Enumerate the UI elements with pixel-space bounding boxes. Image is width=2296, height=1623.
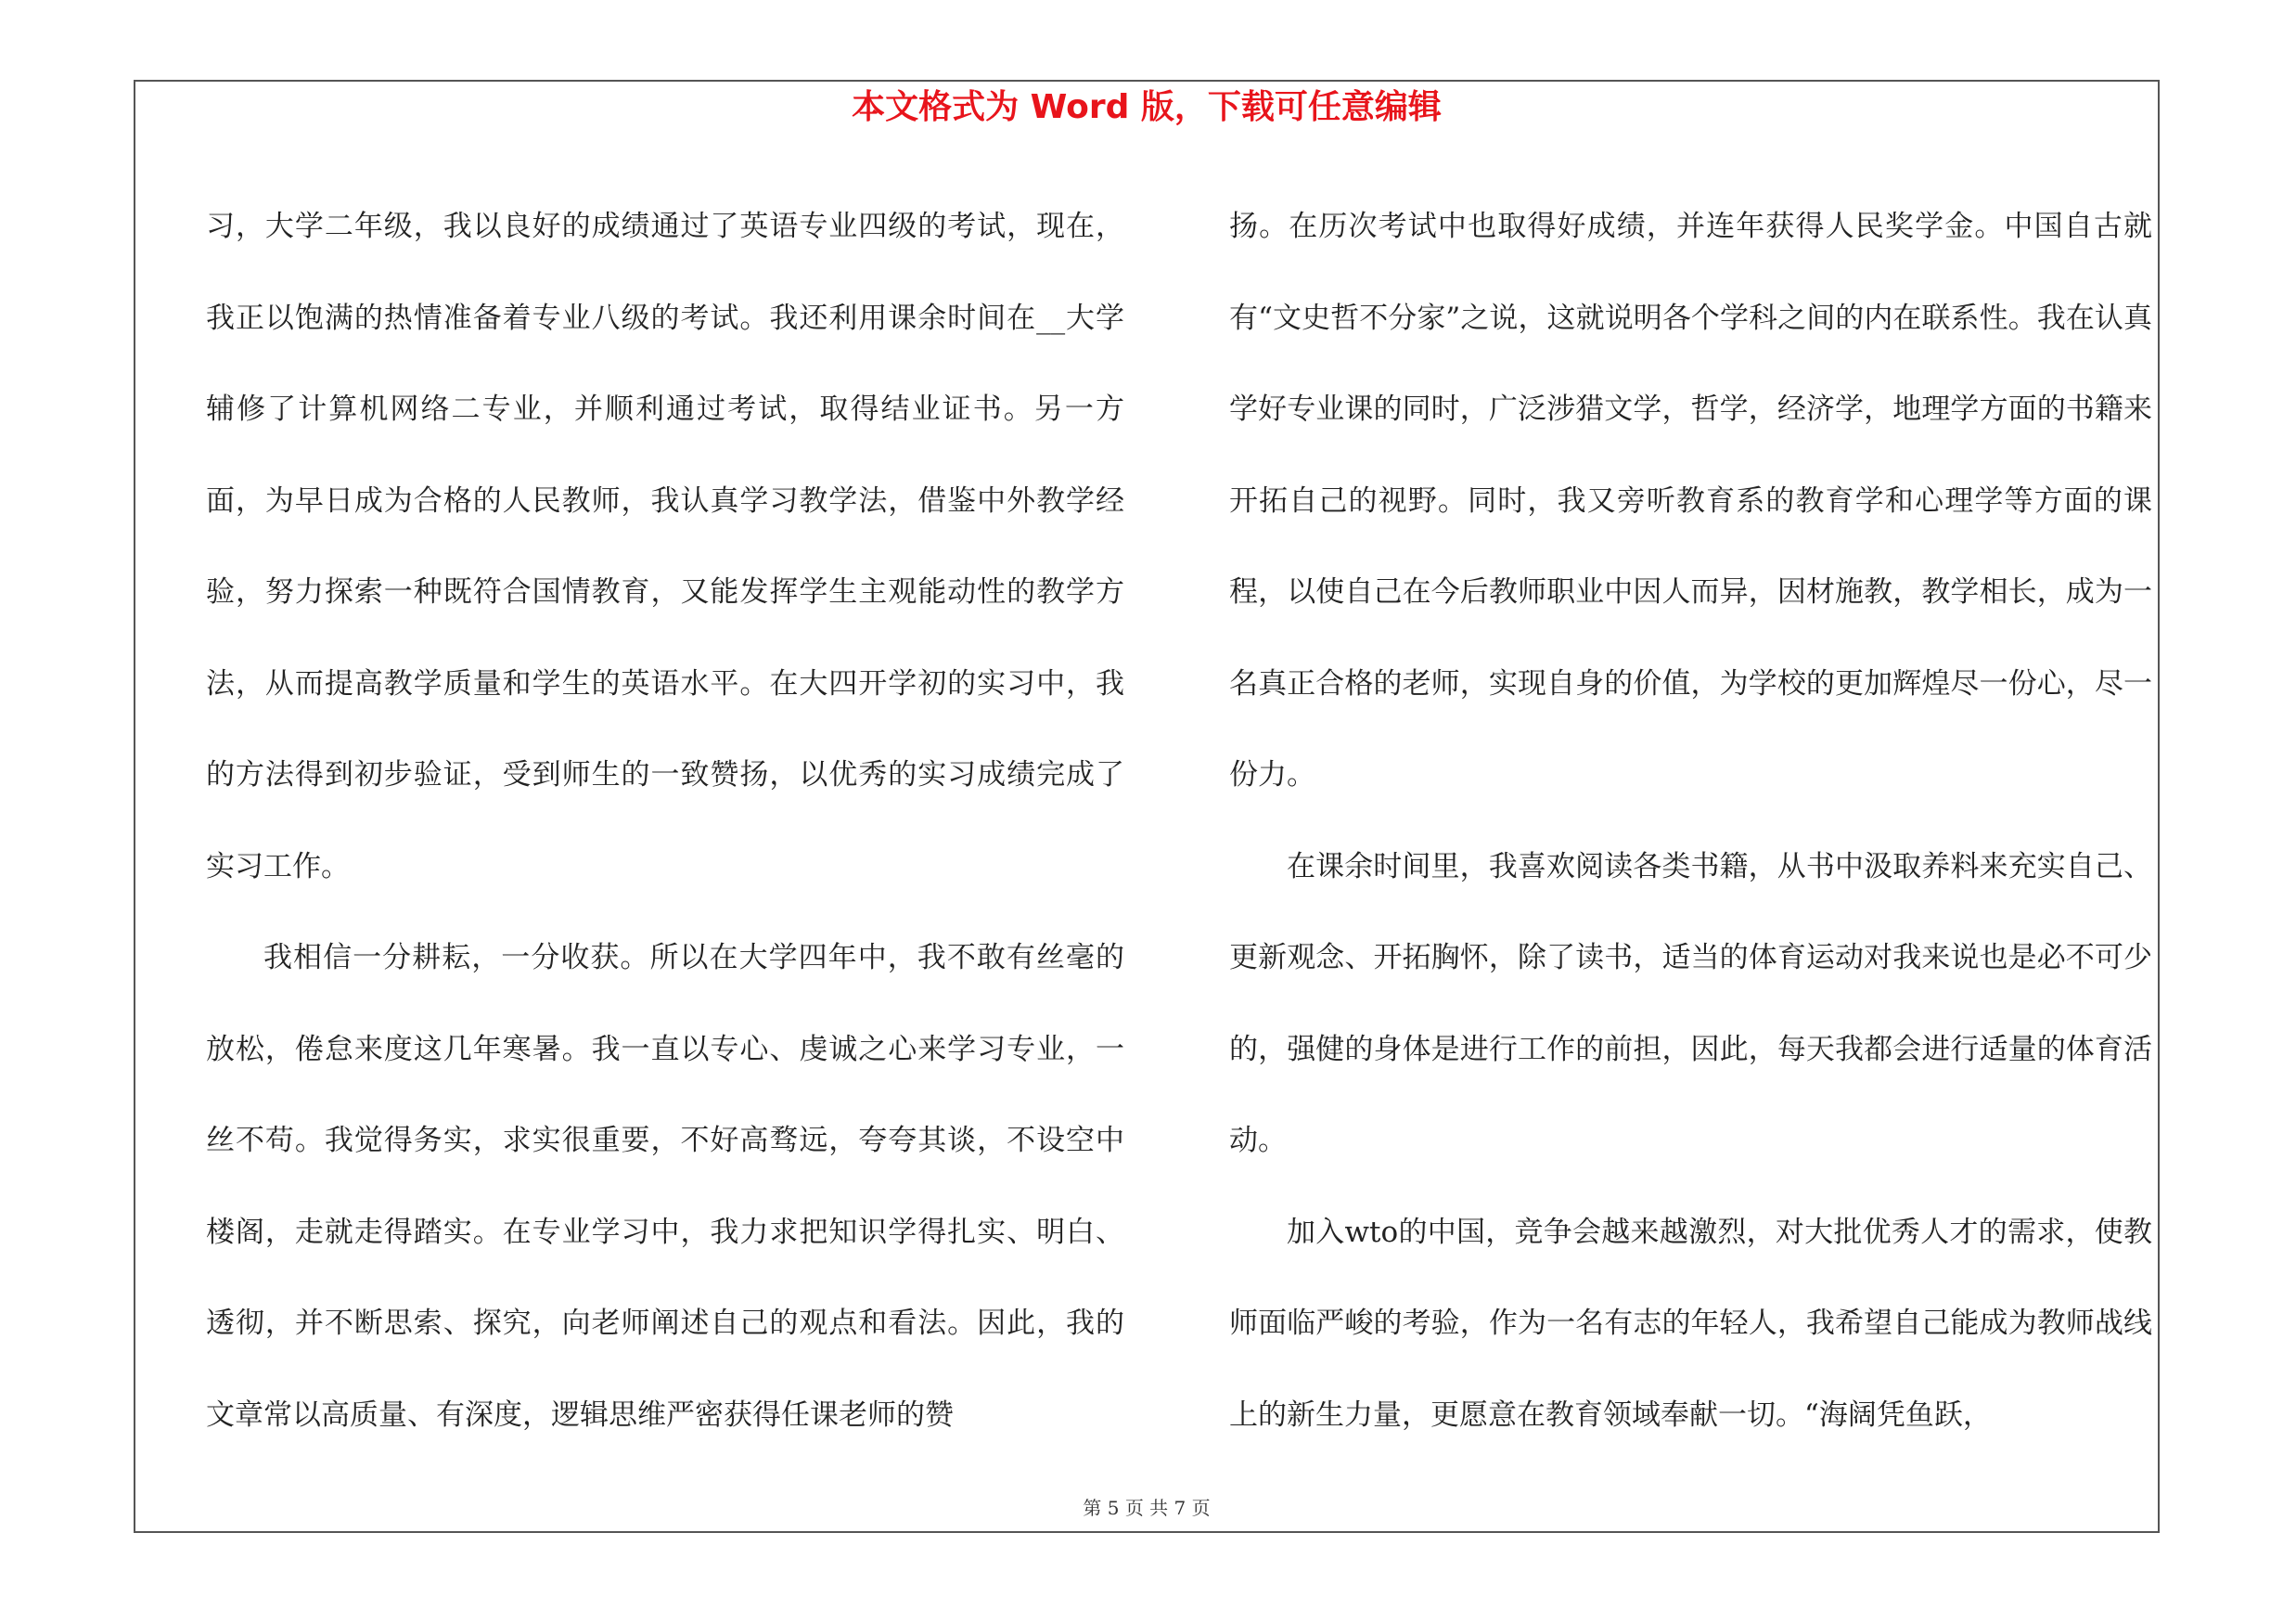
- page-number: 第 5 页 共 7 页: [1083, 1497, 1211, 1519]
- paragraph: 在课余时间里，我喜欢阅读各类书籍，从书中汲取养料来充实自己、更新观念、开拓胸怀，除了读书，适当的体育运动对我来说也是必不可少的，强健的身体是进行工作的前担，因此，每天我都会进行适量的体育活动。: [1229, 849, 2152, 1157]
- paragraph: 我相信一分耕耘，一分收获。所以在大学四年中，我不敢有丝毫的放松，倦怠来度这几年寒暑。我一直以专心、虔诚之心来学习专业，一丝不苟。我觉得务实，求实很重要，不好高骛远，夸夸其谈，不设空中楼阁，走就走得踏实。在专业学习中，我力求把知识学得扎实、明白、透彻，并不断思索、探究，向老师阐述自己的观点和看法。因此，我的文章常以高质量、有深度，逻辑思维严密获得任课老师的赞: [206, 941, 1124, 1432]
- paragraph: 扬。在历次考试中也取得好成绩，并连年获得人民奖学金。中国自古就有“文史哲不分家”之说，这就说明各个学科之间的内在联系性。我在认真学好专业课的同时，广泛涉猎文学，哲学，经济学，地理学方面的书籍来开拓自己的视野。同时，我又旁听教育系的教育学和心理学等方面的课程，以使自己在今后教师职业中因人而异，因材施教，教学相长，成为一名真正合格的老师，实现自身的价值，为学校的更加辉煌尽一份心，尽一份力。: [1229, 210, 2152, 792]
- left-column: [206, 181, 1124, 1461]
- paragraph: 习，大学二年级，我以良好的成绩通过了英语专业四级的考试，现在，我正以饱满的热情准备着专业八级的考试。我还利用课余时间在__大学辅修了计算机网络二专业，并顺利通过考试，取得结业证书。另一方面，为早日成为合格的人民教师，我认真学习教学法，借鉴中外教学经验，努力探索一种既符合国情教育，又能发挥学生主观能动性的教学方法，从而提高教学质量和学生的英语水平。在大四开学初的实习中，我的方法得到初步验证，受到师生的一致赞扬，以优秀的实习成绩完成了实习工作。: [206, 210, 1124, 883]
- right-column: [1229, 181, 2152, 1461]
- paragraph: 加入wto的中国，竞争会越来越激烈，对大批优秀人才的需求，使教师面临严峻的考验，作为一名有志的年轻人，我希望自己能成为教师战线上的新生力量，更愿意在教育领域奉献一切。“海阔凭鱼跃，: [1229, 1215, 2152, 1432]
- header-banner: 本文格式为 Word 版，下载可任意编辑: [852, 88, 1442, 126]
